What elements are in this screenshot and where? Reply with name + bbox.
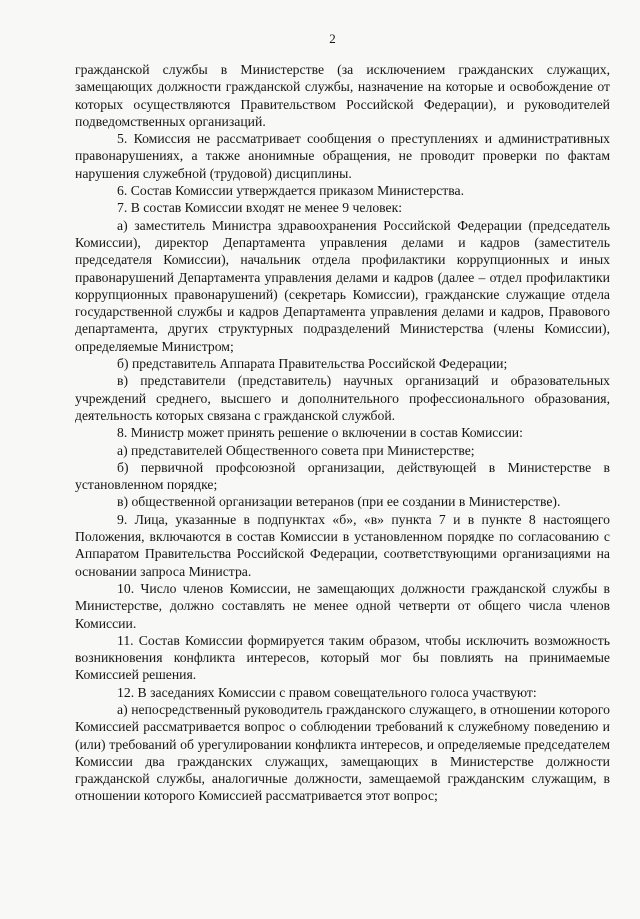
paragraph-7b: б) представитель Аппарата Правительства Российской Федерации; — [117, 356, 508, 372]
paragraph-8a: а) представителей Общественного совета при Министерстве; — [117, 442, 475, 458]
paragraph-9: 9. Лица, указанные в подпунктах «б», «в» пункта 7 и в пункте 8 настоящего Положения, включаются в состав Комиссии в установленном порядке по согласованию с Аппаратом Правительства Российской Федерации, соответствующими организациями на основании запроса Министра. — [75, 511, 610, 579]
document-body — [75, 61, 610, 805]
paragraph-12: 12. В заседаниях Комиссии с правом совещательного голоса участвуют: — [117, 684, 537, 700]
paragraph-7: 7. В состав Комиссии входят не менее 9 человек: — [117, 200, 403, 216]
paragraph-6: 6. Состав Комиссии утверждается приказом Министерства. — [117, 183, 465, 199]
paragraph-7a: а) заместитель Министра здравоохранения Российской Федерации (председатель Комиссии), директор Департамента управления делами и кадров (заместитель председателя Комиссии), начальник отдела профилактики коррупционных и иных правонарушений Департамента управления делами и кадров (далее – отдел профилактики коррупционных правонарушений) (секретарь Комиссии), гражданские служащие отдела государственной службы и кадров Департамента управления делами и кадров, Правового департамента, других структурных подразделений Министерства (члены Комиссии), определяемые Министром; — [75, 217, 610, 354]
paragraph-8: 8. Министр может принять решение о включении в состав Комиссии: — [117, 425, 523, 441]
page-number: 2 — [329, 31, 336, 46]
paragraph-10: 10. Число членов Комиссии, не замещающих должности гражданской службы в Министерстве, должно составлять не менее одной четверти от общего числа членов Комиссии. — [75, 580, 610, 631]
paragraph-continuation: гражданской службы в Министерстве (за исключением гражданских служащих, замещающих должности гражданской службы, назначение на которые и освобождение от которых осуществляются Правительством Российской Федерации), и руководителей подведомственных организаций. — [75, 62, 610, 129]
paragraph-8v: в) общественной организации ветеранов (при ее создании в Министерстве). — [117, 494, 561, 510]
paragraph-7v: в) представители (представитель) научных организаций и образовательных учреждений среднего, высшего и дополнительного профессионального образования, деятельность которых связана с гражданской службой. — [75, 373, 610, 423]
paragraph-8b: б) первичной профсоюзной организации, действующей в Министерстве в установленном порядке; — [75, 459, 610, 493]
paragraph-5: 5. Комиссия не рассматривает сообщения о преступлениях и административных правонарушениях, а также анонимные обращения, не проводит проверки по фактам нарушения служебной (трудовой) дисциплины. — [75, 131, 610, 181]
paragraph-11: 11. Состав Комиссии формируется таким образом, чтобы исключить возможность возникновения конфликта интересов, который мог бы повлиять на принимаемые Комиссией решения. — [75, 632, 610, 683]
paragraph-12a: а) непосредственный руководитель гражданского служащего, в отношении которого Комиссией рассматривается вопрос о соблюдении требований к служебному поведению и (или) требований об урегулировании конфликта интересов, и определяемые председателем Комиссии два гражданских служащих, замещающих в Министерстве должности гражданской службы, аналогичные должности, замещаемой гражданским служащим, в отношении которого Комиссией рассматривается этот вопрос; — [75, 701, 610, 804]
